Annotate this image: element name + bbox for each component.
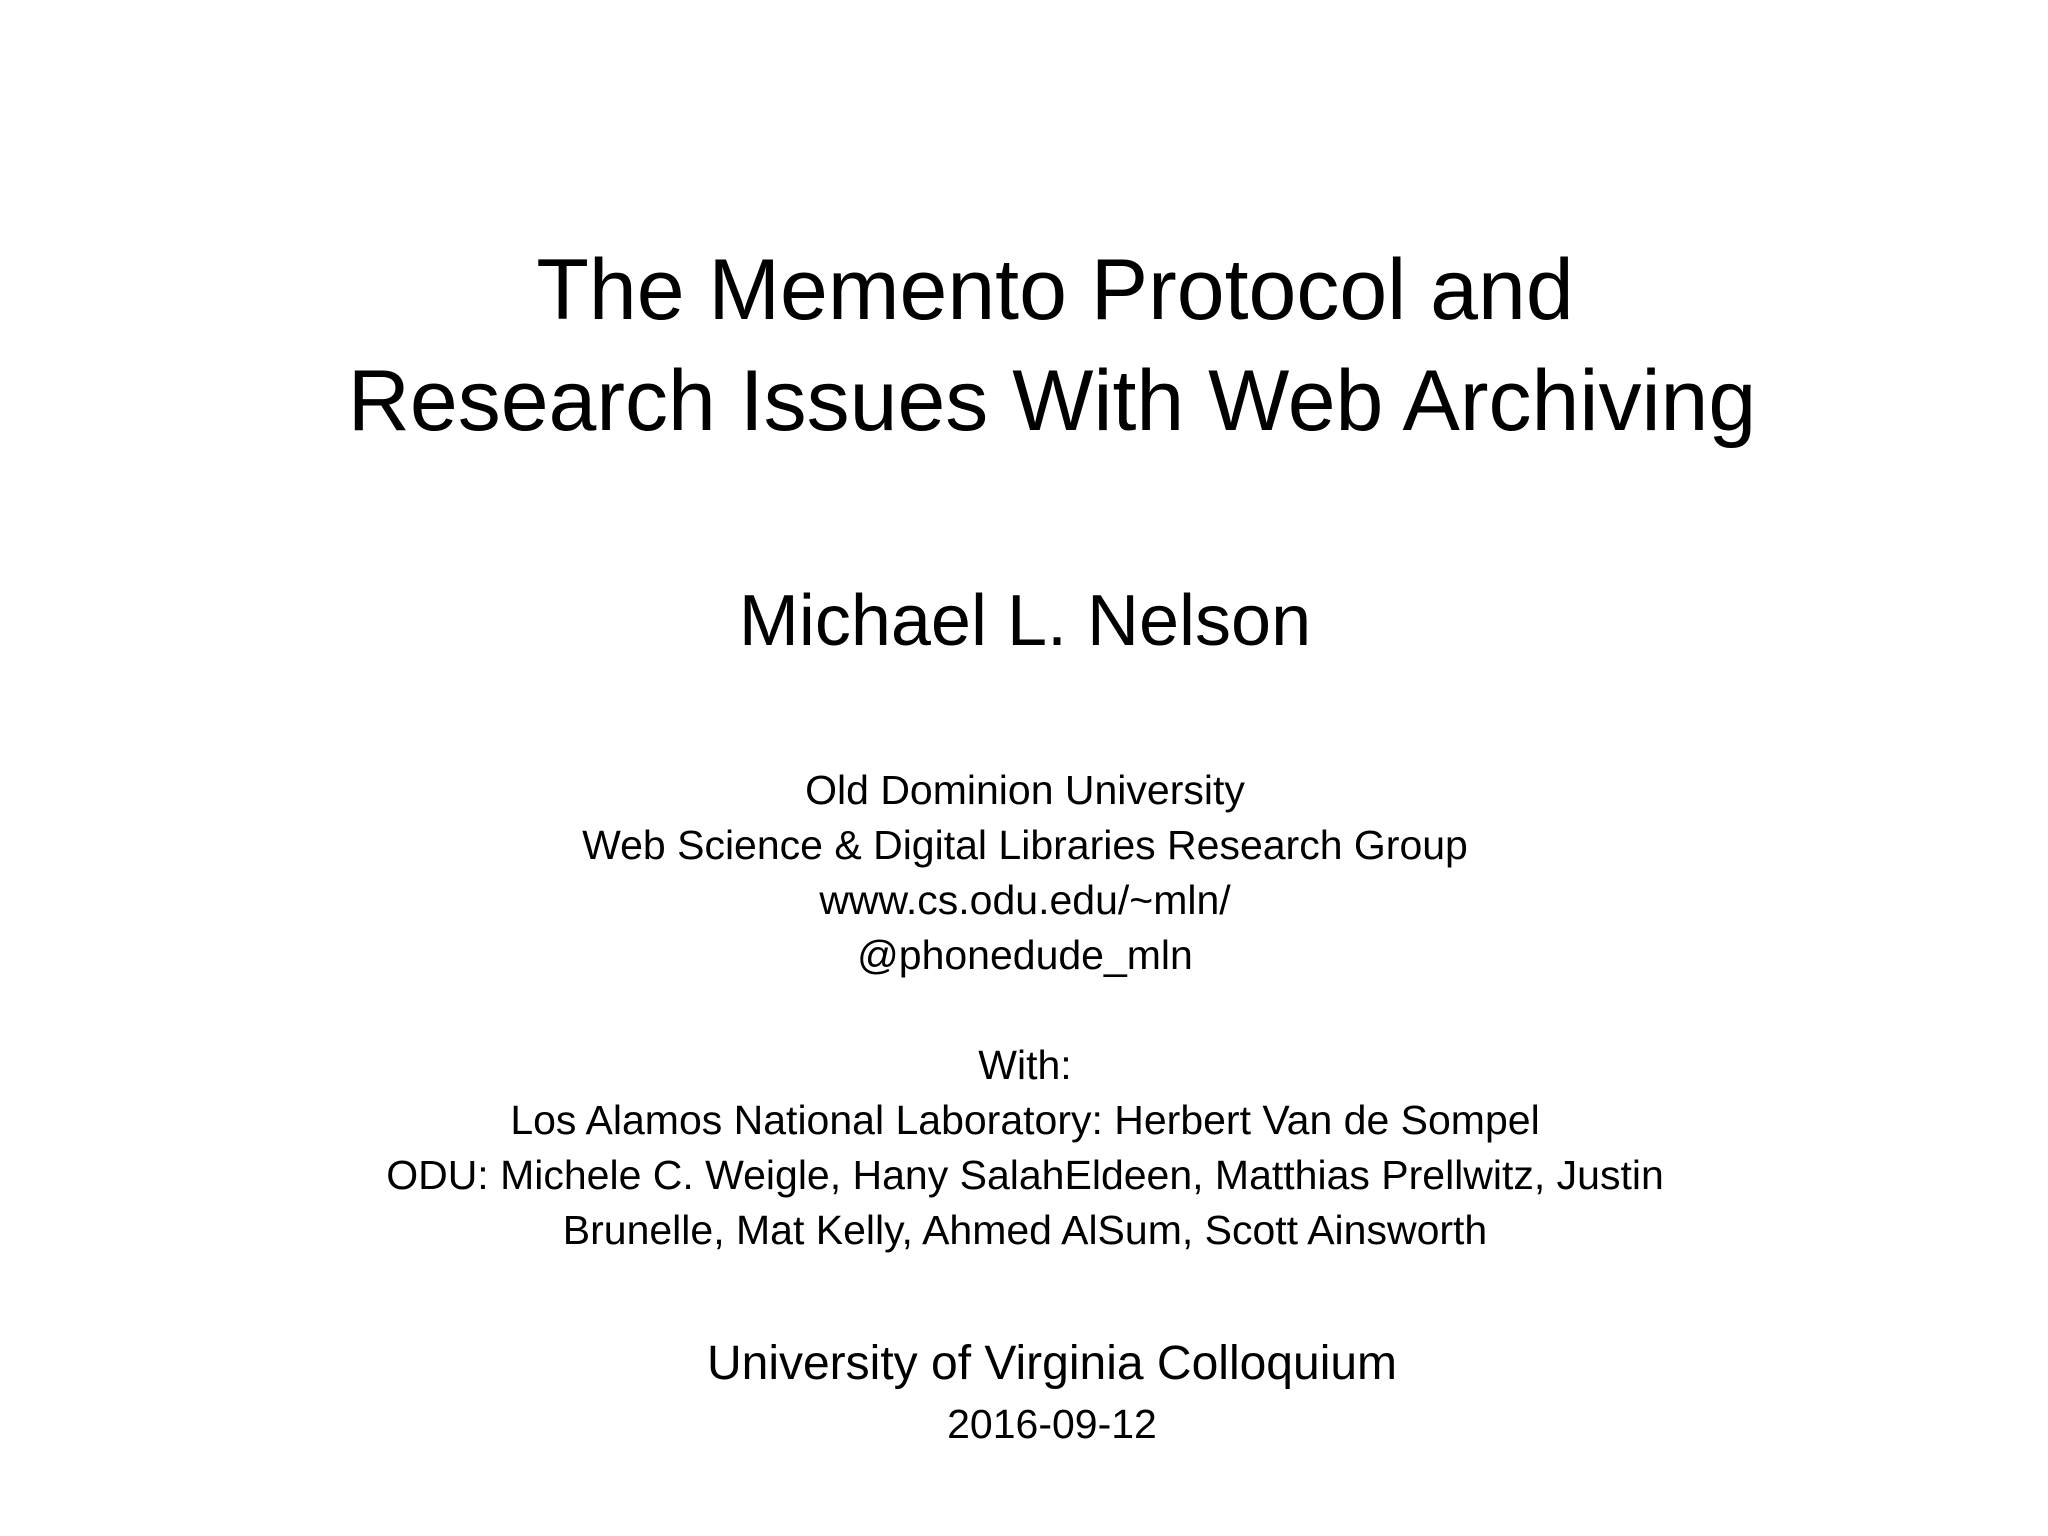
event-date: 2016-09-12 bbox=[947, 1401, 1157, 1447]
affiliation-university: Old Dominion University bbox=[805, 767, 1245, 813]
collaborator-line-1: Los Alamos National Laboratory: Herbert Van de Sompel bbox=[510, 1097, 1540, 1143]
slide-title-line-2: Research Issues With Web Archiving bbox=[347, 353, 1757, 449]
slide-title-line-1: The Memento Protocol and bbox=[536, 242, 1574, 338]
author-name: Michael L. Nelson bbox=[738, 581, 1312, 661]
affiliation-research-group: Web Science & Digital Libraries Research Group bbox=[582, 822, 1468, 868]
event-name: University of Virginia Colloquium bbox=[706, 1337, 1398, 1390]
with-label: With: bbox=[978, 1042, 1072, 1088]
affiliation-twitter: @phonedude_mln bbox=[857, 932, 1193, 978]
collaborator-line-3: Brunelle, Mat Kelly, Ahmed AlSum, Scott Ainsworth bbox=[562, 1207, 1488, 1253]
affiliation-website: www.cs.odu.edu/~mln/ bbox=[819, 877, 1231, 923]
collaborator-line-2: ODU: Michele C. Weigle, Hany SalahEldeen, Matthias Prellwitz, Justin bbox=[386, 1152, 1664, 1198]
